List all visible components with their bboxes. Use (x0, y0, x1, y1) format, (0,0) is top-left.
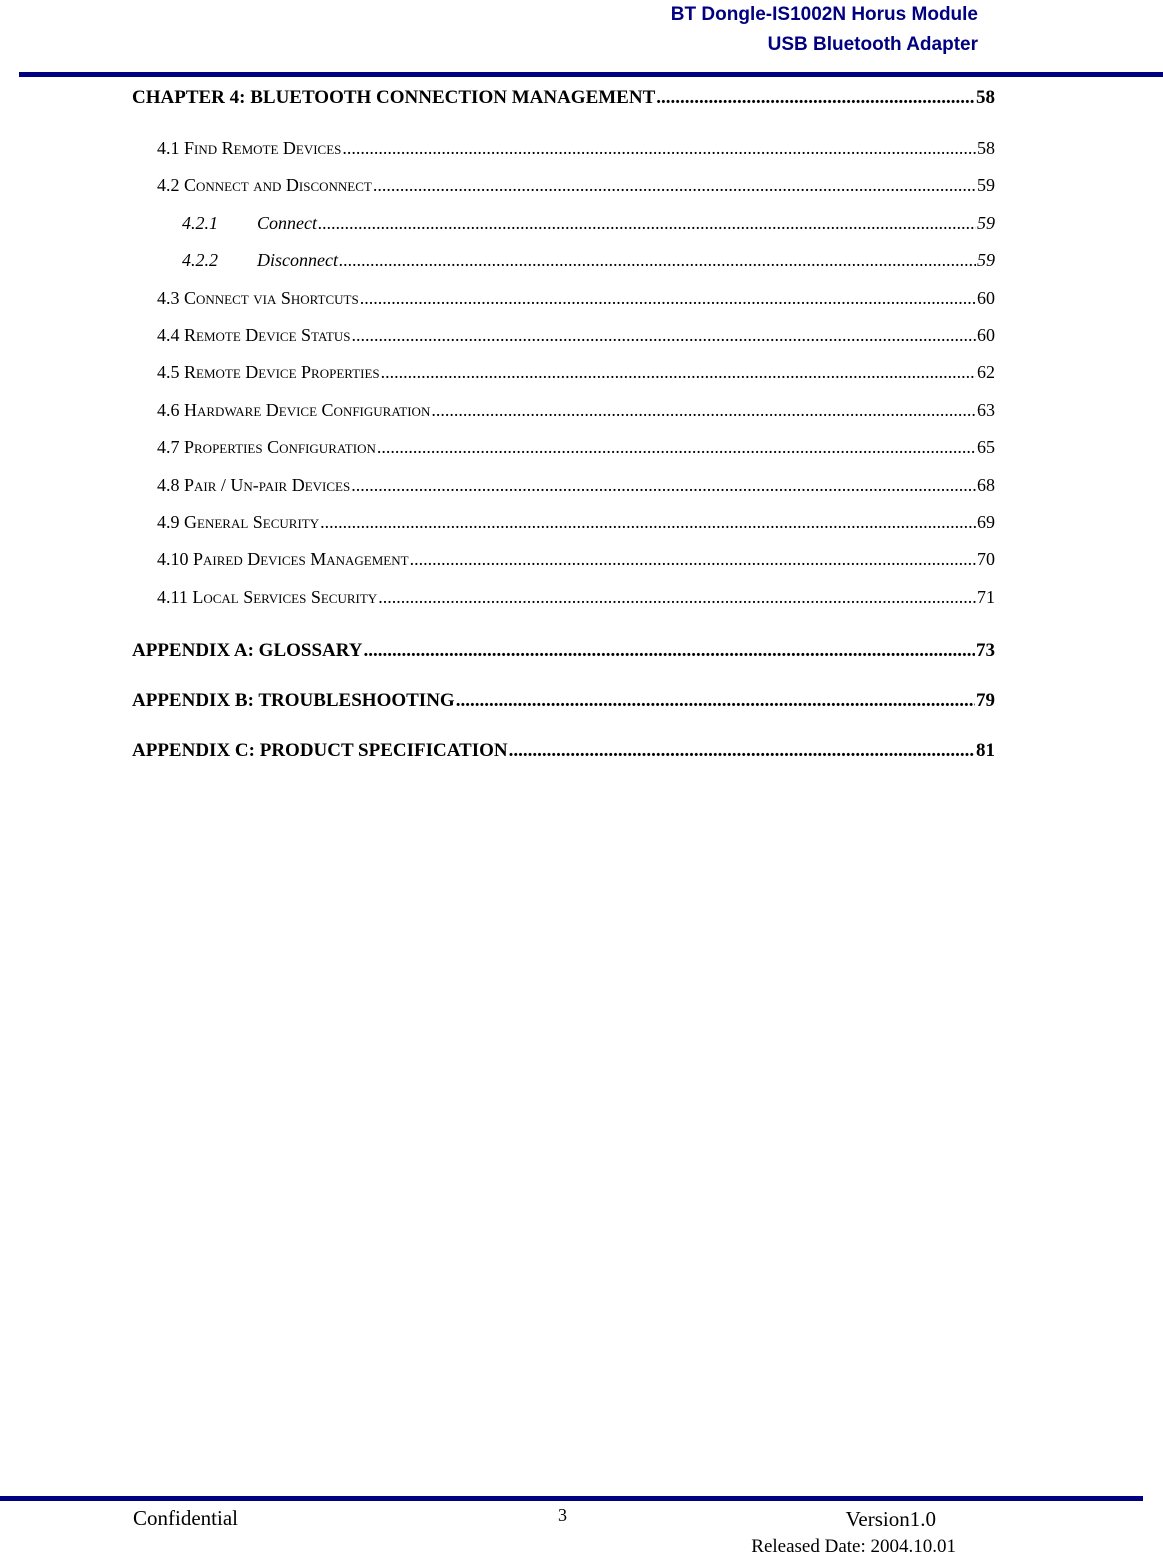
toc-leader (339, 242, 976, 279)
toc-section-4-5[interactable] (132, 354, 995, 391)
toc-entry-page: 60 (977, 324, 995, 345)
toc-entry-title: 4.8 Pair / Un-pair Devices (157, 474, 351, 495)
toc-leader (381, 354, 976, 391)
toc-entry-title: 4.10 Paired Devices Management (157, 549, 409, 570)
toc-leader (377, 429, 976, 466)
toc-section-4-7[interactable] (132, 429, 995, 466)
toc-section-4-8[interactable] (132, 467, 995, 504)
toc-entry-text: Disconnect (257, 250, 338, 271)
toc-section-4-11[interactable] (132, 579, 995, 616)
footer-page-number: 3 (558, 1505, 567, 1525)
toc-entry-title: 4.6 Hardware Device Configuration (157, 399, 431, 420)
toc-entry-title (182, 242, 338, 279)
toc-leader (378, 579, 976, 616)
toc-entry-title: 4.9 General Security (157, 511, 320, 532)
footer-version-info (751, 1506, 956, 1560)
toc-entry-page: 65 (977, 437, 995, 458)
toc-leader (320, 504, 976, 541)
toc-entry-title: 4.11 Local Services Security (157, 586, 378, 607)
header-rule (19, 72, 1163, 77)
toc-leader (656, 82, 975, 113)
toc-entry-page: 71 (977, 586, 995, 607)
toc-entry-title: 4.5 Remote Device Properties (157, 362, 380, 383)
toc-entry-title: CHAPTER 4: BLUETOOTH CONNECTION MANAGEMENT (132, 87, 656, 108)
footer-confidential: Confidential (133, 1506, 238, 1530)
toc-leader (364, 626, 975, 676)
toc-section-4-6[interactable] (132, 392, 995, 429)
toc-leader (318, 205, 976, 242)
toc-subsection-4-2-2[interactable] (132, 242, 995, 279)
toc-entry-page: 59 (977, 250, 995, 271)
document-header (671, 0, 978, 60)
toc-entry-page: 68 (977, 474, 995, 495)
toc-entry-page: 59 (977, 175, 995, 196)
toc-entry-page: 69 (977, 511, 995, 532)
toc-leader (342, 130, 976, 167)
toc-entry-page: 70 (977, 549, 995, 570)
toc-section-4-10[interactable] (132, 541, 995, 578)
toc-leader (351, 317, 976, 354)
toc-appendix-a[interactable] (132, 626, 995, 676)
toc-entry-page: 81 (976, 740, 995, 762)
toc-entry-page: 58 (976, 87, 995, 108)
toc-leader (431, 392, 976, 429)
toc-entry-title: 4.4 Remote Device Status (157, 324, 351, 345)
toc-entry-page: 58 (977, 138, 995, 158)
toc-entry-title: APPENDIX C: PRODUCT SPECIFICATION (132, 740, 508, 762)
header-product-subtitle: USB Bluetooth Adapter (767, 34, 978, 55)
toc-leader (410, 541, 976, 578)
toc-appendix-b[interactable] (132, 676, 995, 726)
toc-leader (351, 467, 976, 504)
toc-section-4-2[interactable] (132, 167, 995, 204)
table-of-contents (132, 82, 995, 776)
toc-entry-title (182, 205, 317, 242)
toc-entry-text: Connect (257, 212, 317, 233)
toc-leader (509, 726, 975, 776)
footer-rule (0, 1496, 1143, 1501)
toc-entry-page: 63 (977, 399, 995, 420)
toc-entry-page: 79 (976, 690, 995, 712)
toc-section-4-4[interactable] (132, 317, 995, 354)
toc-entry-page: 73 (976, 640, 995, 662)
toc-appendix-c[interactable] (132, 726, 995, 776)
toc-chapter-4[interactable] (132, 82, 995, 113)
header-product-name: BT Dongle-IS1002N Horus Module (670, 4, 978, 25)
footer-version: Version1.0 (845, 1507, 936, 1531)
toc-entry-title: APPENDIX A: GLOSSARY (132, 640, 363, 662)
toc-entry-page: 59 (977, 212, 995, 233)
toc-entry-title: APPENDIX B: TROUBLESHOOTING (132, 690, 455, 712)
toc-entry-title: 4.7 Properties Configuration (157, 437, 376, 458)
toc-leader (456, 676, 975, 726)
toc-entry-title: 4.2 Connect and Disconnect (157, 175, 372, 196)
footer-release-date: Released Date: 2004.10.01 (751, 1536, 956, 1557)
toc-subsection-4-2-1[interactable] (132, 205, 995, 242)
toc-entry-number: 4.2.2 (182, 250, 218, 271)
toc-entry-page: 62 (977, 362, 995, 383)
toc-section-4-1[interactable] (132, 130, 995, 167)
toc-leader (360, 280, 976, 317)
toc-entry-title: 4.1 Find Remote Devices (157, 138, 342, 158)
toc-section-4-3[interactable] (132, 280, 995, 317)
toc-entry-page: 60 (977, 287, 995, 308)
toc-entry-number: 4.2.1 (182, 212, 218, 233)
toc-section-4-9[interactable] (132, 504, 995, 541)
toc-leader (373, 167, 976, 204)
toc-entry-title: 4.3 Connect via Shortcuts (157, 287, 359, 308)
